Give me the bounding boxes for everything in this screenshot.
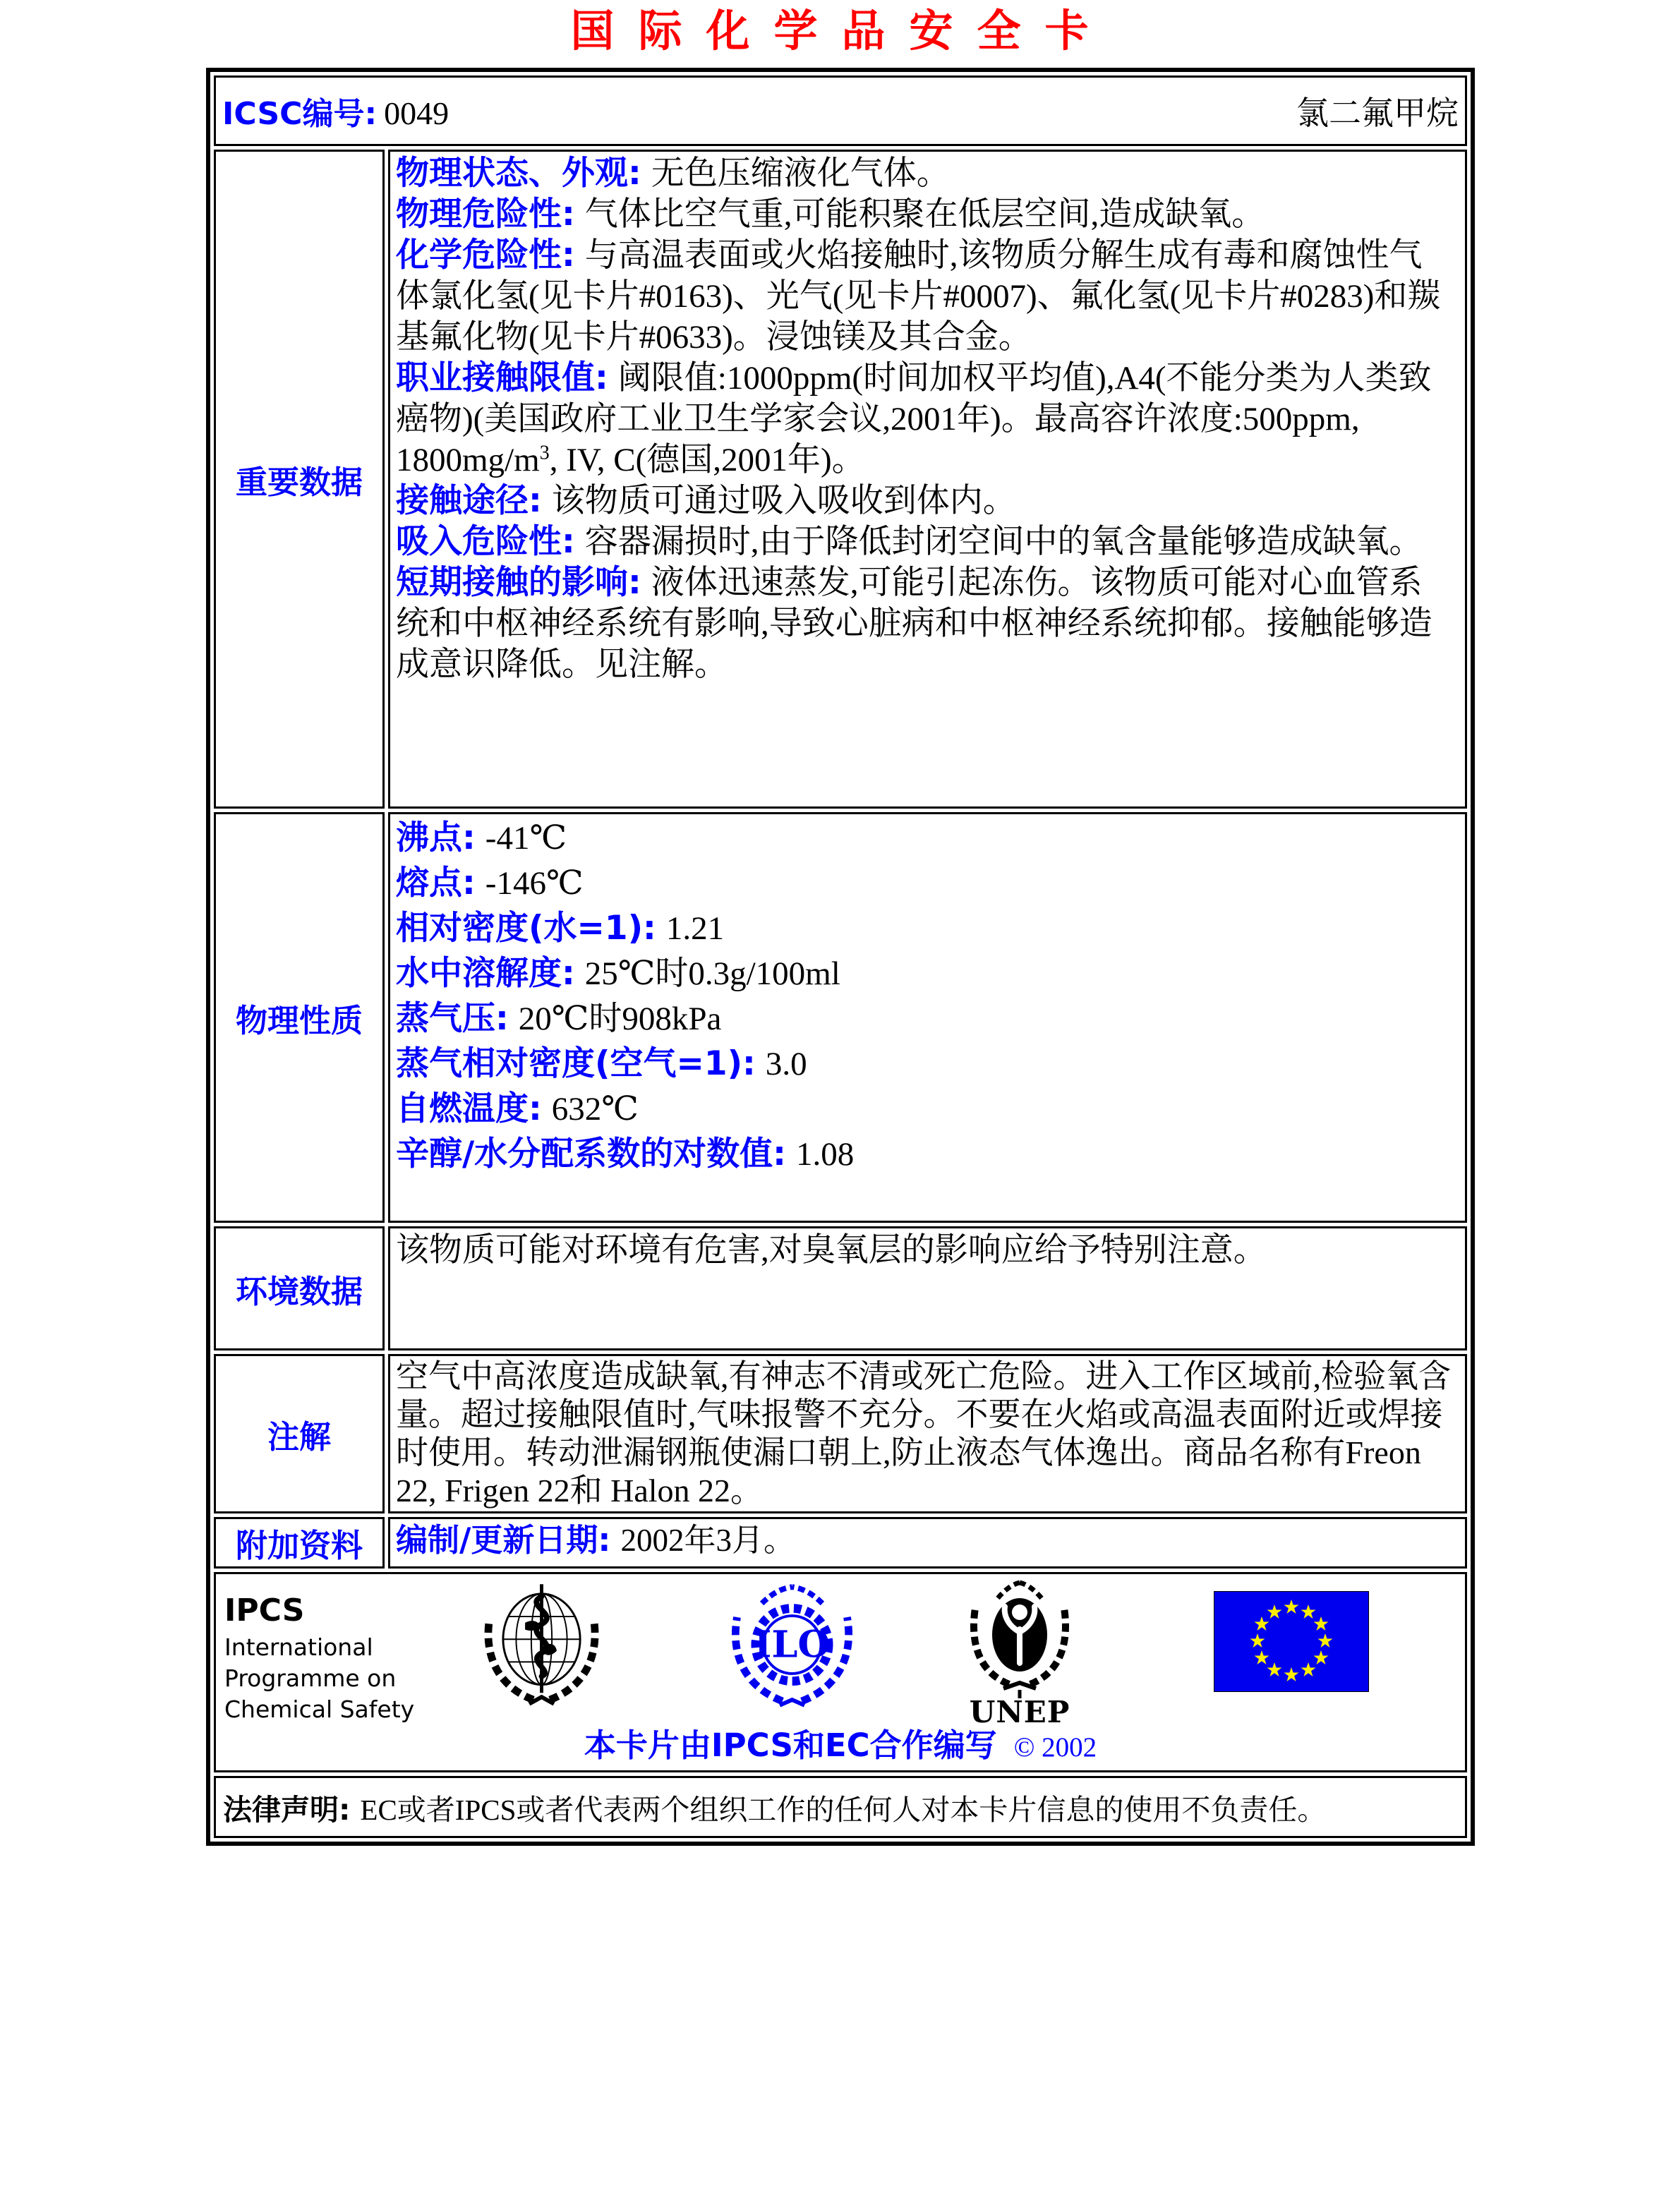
icsc-card-table [206, 68, 1475, 1846]
field-melting-point [396, 861, 1455, 906]
eu-flag-icon [1214, 1591, 1369, 1696]
section-content-physical-properties [388, 812, 1467, 1223]
field-routes-of-exposure [396, 481, 1455, 521]
who-emblem-icon [473, 1583, 610, 1712]
svg-text:ILO: ILO [754, 1623, 831, 1667]
icsc-number-label: ICSC编号: [222, 96, 378, 132]
field-value: 液体迅速蒸发,可能引起冻伤。该物质可能对心血管系统和中枢神经系统有影响,导致心脏病和中枢神经系统抑郁。接触能够造成意识降低。见注解。 [396, 564, 1432, 683]
section-content-important-data [388, 150, 1467, 809]
section-label-environmental-data: 环境数据 [214, 1226, 385, 1350]
field-value: 20℃时908kPa [518, 1001, 722, 1037]
ipcs-line: International [224, 1633, 373, 1661]
physical-properties-row [214, 812, 1467, 1223]
field-short-term-exposure-effects [396, 562, 1455, 685]
section-label-important-data: 重要数据 [214, 150, 385, 809]
legal-row [214, 1776, 1467, 1838]
section-content-notes [388, 1354, 1467, 1513]
field-vapour-pressure [396, 996, 1455, 1041]
ipcs-text-block [224, 1592, 415, 1725]
field-key: 短期接触的影响: [396, 563, 641, 602]
field-value: 3.0 [765, 1046, 807, 1082]
chemical-name: 氯二氟甲烷 [1296, 95, 1459, 131]
field-occupational-exposure-limits [396, 358, 1455, 481]
section-content-additional-information [388, 1517, 1467, 1569]
field-value: 气体比空气重,可能积聚在低层空间,造成缺氧。 [584, 196, 1265, 233]
field-value: -41℃ [485, 820, 567, 857]
field-key: 辛醇/水分配系数的对数值: [396, 1135, 786, 1173]
ipcs-line: Programme on [224, 1664, 397, 1692]
section-content-environmental-data [388, 1226, 1467, 1350]
field-value: 容器漏损时,由于降低封闭空间中的氧含量能够造成缺氧。 [584, 524, 1423, 560]
legal-notice [214, 1776, 1467, 1838]
field-value: 与高温表面或火焰接触时,该物质分解生成有毒和腐蚀性气体氯化氢(见卡片#0163)、光气(见卡片#0007)、氟化氢(见卡片#0283)和羰基氟化物(见卡片#0633)。浸蚀镁及其合金。 [396, 237, 1441, 356]
field-value: 25℃时0.3g/100ml [584, 955, 840, 992]
icsc-number-group [222, 88, 449, 133]
icsc-number-value: 0049 [384, 95, 450, 131]
field-chemical-hazards [396, 235, 1455, 358]
field-value: 2002年3月。 [620, 1523, 795, 1558]
field-value: 1.08 [795, 1136, 855, 1173]
additional-information-row [214, 1517, 1467, 1569]
section-label-physical-properties: 物理性质 [214, 812, 385, 1223]
field-key: 编制/更新日期: [396, 1521, 611, 1559]
important-data-row [214, 150, 1467, 809]
field-boiling-point [396, 816, 1455, 861]
header-cell [214, 75, 1467, 146]
field-physical-state-appearance [396, 153, 1455, 194]
field-inhalation-risk [396, 521, 1455, 562]
field-key: 职业接触限值: [396, 358, 608, 397]
environmental-data-text: 该物质可能对环境有危害,对臭氧层的影响应给予特别注意。 [396, 1232, 1267, 1269]
copyright-text: © 2002 [1013, 1732, 1097, 1763]
field-solubility-in-water [396, 951, 1455, 996]
field-key: 接触途径: [396, 481, 542, 520]
field-key: 沸点: [396, 818, 476, 857]
field-value: -146℃ [485, 865, 584, 902]
credit-text: 本卡片由IPCS和EC合作编写 [584, 1727, 997, 1764]
ilo-logo-icon [723, 1583, 861, 1712]
field-value: , IV, C(德国,2001年)。 [549, 442, 865, 478]
field-key: 物理危险性: [396, 195, 575, 234]
field-autoignition-temperature [396, 1087, 1455, 1132]
unep-logo-icon [960, 1580, 1080, 1730]
field-value: 无色压缩液化气体。 [651, 155, 950, 192]
logos-cell [214, 1572, 1467, 1772]
legal-notice-label: 法律声明: [223, 1792, 351, 1827]
field-key: 物理状态、外观: [396, 154, 641, 193]
field-value: 1.21 [665, 910, 725, 947]
field-physical-hazards [396, 194, 1455, 235]
field-value: 该物质可通过吸入吸收到体内。 [551, 483, 1016, 519]
field-octanol-water-partition [396, 1132, 1455, 1177]
field-key: 吸入危险性: [396, 522, 575, 561]
ipcs-line: Chemical Safety [224, 1696, 415, 1723]
field-key: 蒸气压: [396, 999, 509, 1038]
notes-row [214, 1354, 1467, 1513]
unep-label: UNEP [969, 1695, 1070, 1727]
legal-notice-text: EC或者IPCS或者代表两个组织工作的任何人对本卡片信息的使用不负责任。 [360, 1793, 1327, 1826]
field-key: 水中溶解度: [396, 954, 575, 993]
field-value: 阈限值:1000ppm(时间加权平均值),A4(不能分类为人类致癌物)(美国政府工业卫生学家会议,2001年)。最高容许浓度:500ppm, 1800mg/m [396, 360, 1432, 478]
credit-line [216, 1720, 1465, 1765]
ipcs-title: IPCS [224, 1592, 305, 1628]
field-value: 632℃ [551, 1091, 639, 1128]
field-key: 自燃温度: [396, 1089, 542, 1128]
field-key: 蒸气相对密度(空气=1): [396, 1044, 756, 1083]
page-title: 国际化学品安全卡 [570, 5, 1113, 56]
field-key: 相对密度(水=1): [396, 909, 656, 948]
field-key: 化学危险性: [396, 236, 575, 274]
section-label-additional-information: 附加资料 [214, 1517, 385, 1569]
field-key: 熔点: [396, 864, 476, 902]
notes-text: 空气中高浓度造成缺氧,有神志不清或死亡危险。进入工作区域前,检验氧含量。超过接触限值时,气味报警不充分。不要在火焰或高温表面附近或焊接时使用。转动泄漏钢瓶使漏口朝上,防止液态气体逸出。商品名称有Freon 22, Frigen 22和 Halon 22。 [396, 1358, 1451, 1509]
section-label-notes: 注解 [214, 1354, 385, 1513]
superscript: 3 [539, 442, 550, 464]
environmental-data-row [214, 1226, 1467, 1350]
header-row [214, 75, 1467, 146]
field-relative-density-water [396, 906, 1455, 951]
logos-row [214, 1572, 1467, 1772]
field-vapour-relative-density-air [396, 1041, 1455, 1087]
